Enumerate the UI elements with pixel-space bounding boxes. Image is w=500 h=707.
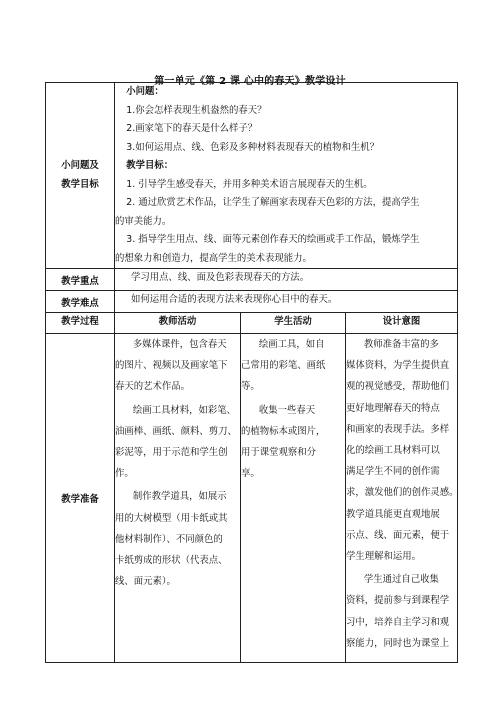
teacher-line: 他材料制作）、不同颜色的 [115, 533, 223, 545]
goal-line: 3. 指导学生用点、线、面等元素创作春天的绘画或手工作品，锻炼学生 [126, 234, 420, 245]
design-line: 察能力，同时也为课堂上 [346, 637, 450, 649]
design-line: 满足学生不同的创作需 [346, 466, 440, 478]
teacher-line: 用的大树模型（用卡纸或其 [115, 512, 228, 524]
design-intent [346, 334, 458, 663]
header-process: 教学过程 [46, 313, 115, 334]
key-point-text [115, 269, 458, 291]
design-line: 更好地理解春天的特点 [346, 402, 440, 414]
goals-heading: 教学目标： [126, 160, 174, 171]
question-item: 2.画家笔下的春天是什么样子？ [126, 123, 258, 134]
design-line: 媒体资料，为学生提供直 [346, 360, 450, 372]
student-line: 享。 [241, 468, 260, 480]
design-line: 学生理解和运用。 [346, 551, 422, 563]
prep-row [46, 334, 458, 663]
design-line: 求，激发他们的创作灵感。 [346, 487, 459, 499]
design-line: 观的视觉感受，帮助他们 [346, 381, 450, 393]
difficulty-value: 如何运用合适的表现方法来表现你心目中的春天。 [131, 294, 338, 305]
design-line: 化的绘画工具材料可以 [346, 445, 440, 457]
design-line: 示点、线、面元素，便于 [346, 529, 450, 541]
teacher-line: 油画棒、画纸、颜料、剪刀、 [115, 425, 237, 437]
teacher-line: 多媒体课件，包含春天 [132, 339, 227, 350]
teacher-line: 绘画工具材料，如彩笔、 [132, 404, 236, 416]
student-lines [241, 334, 345, 484]
difficulty-label: 教学难点 [46, 291, 115, 313]
question-item: 1.你会怎样表现生机盎然的春天？ [126, 104, 267, 116]
student-line: 用于课堂观察和分 [241, 447, 317, 459]
design-lines [346, 334, 457, 654]
teacher-line: 制作教学道具，如展示 [132, 491, 227, 503]
design-line: 教学道具能更直观地展 [346, 508, 440, 520]
objectives-content [115, 83, 458, 269]
header-student: 学生活动 [241, 313, 346, 334]
key-point-label: 教学重点 [46, 269, 115, 291]
student-line: 绘画工具，如自 [258, 339, 325, 350]
objectives-label [46, 83, 115, 269]
teacher-line: 的图片、视频以及画家笔下 [115, 360, 228, 372]
header-teacher: 教师活动 [115, 313, 241, 334]
student-activity [241, 334, 346, 663]
objectives-label-line: 教学目标 [61, 178, 99, 190]
student-line: 收集一些春天 [258, 404, 316, 416]
teacher-line: 卡纸剪成的形状（代表点、 [115, 555, 228, 567]
teacher-lines [115, 334, 240, 592]
student-line: 的植物标本或图片， [241, 425, 326, 437]
objectives-row [46, 83, 458, 269]
teacher-activity [115, 334, 241, 663]
objectives-label-line: 小问题及 [61, 160, 99, 171]
prep-label: 教学准备 [46, 334, 115, 663]
question-item: 3.如何运用点、线、色彩及多种材料表现春天的植物和生机？ [126, 141, 379, 153]
student-line: 己常用的彩笔、画纸 [241, 360, 326, 372]
design-line: 习中，培养自主学习和观 [346, 616, 450, 628]
difficulty-text [115, 291, 458, 313]
teacher-line: 春天的艺术作品。 [115, 381, 191, 393]
student-line: 等。 [241, 381, 260, 393]
key-point-row [46, 269, 458, 291]
header-design: 设计意图 [346, 313, 458, 334]
goal-line: 的想象力和创造力，提高学生的美术表现能力。 [115, 252, 312, 264]
teacher-line: 线、面元素）。 [115, 576, 176, 588]
questions-heading: 小问题： [126, 86, 164, 97]
key-point-value: 学习用点、线、面及色彩表现春天的方法。 [131, 272, 310, 283]
teacher-line: 作。 [115, 468, 134, 480]
goal-line: 2. 通过欣赏艺术作品，让学生了解画家表现春天色彩的方法，提高学生 [126, 197, 420, 208]
difficulty-row [46, 291, 458, 313]
design-line: 教师准备丰富的多 [363, 339, 439, 350]
goal-line: 的审美能力。 [115, 215, 172, 227]
design-line: 资料，提前参与到课程学 [346, 595, 450, 607]
teacher-line: 彩泥等，用于示范和学生创 [115, 447, 228, 459]
lesson-plan-table [45, 82, 458, 663]
design-line: 学生通过自己收集 [363, 574, 439, 586]
page-title: 第一单元《第 2 课 心中的春天》教学设计 [154, 76, 346, 87]
design-line: 和画家的表现手法。多样 [346, 423, 450, 435]
goal-line: 1. 引导学生感受春天，并用多种美术语言展现春天的生机。 [126, 178, 373, 190]
process-header-row [46, 313, 458, 334]
